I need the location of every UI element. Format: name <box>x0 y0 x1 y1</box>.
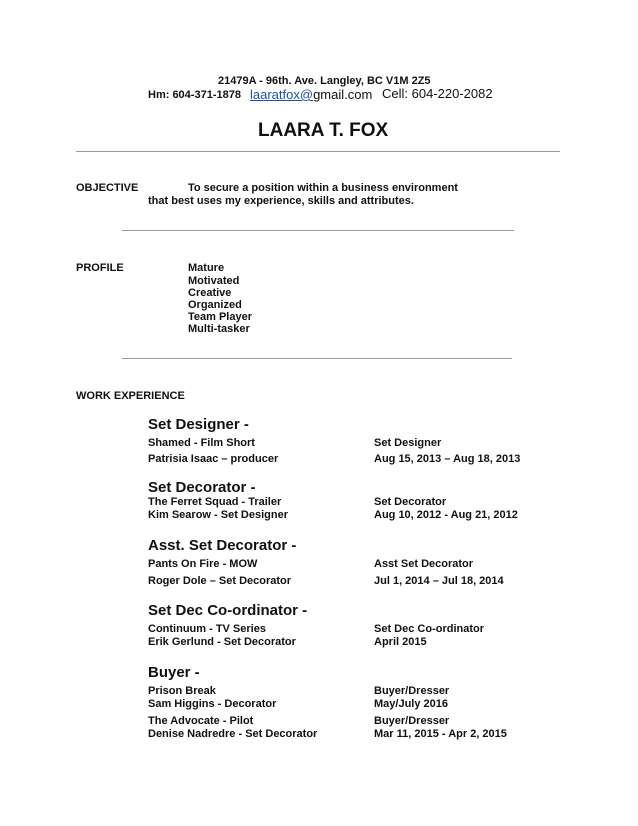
job-contact: Denise Nadredre - Set Decorator <box>148 728 318 740</box>
job-contact: Patrisia Isaac – producer <box>148 453 279 465</box>
address: 21479A - 96th. Ave. Langley, BC V1M 2Z5 <box>218 75 431 87</box>
profile-item: Organized <box>188 299 242 311</box>
objective-line-1: To secure a position within a business environment <box>188 182 458 194</box>
profile-item: Mature <box>188 262 225 274</box>
profile-item: Multi-tasker <box>188 323 250 335</box>
job-project: Shamed - Film Short <box>148 437 255 449</box>
work-experience-label: WORK EXPERIENCE <box>76 390 185 402</box>
job-role: Buyer/Dresser <box>374 685 450 697</box>
email-domain: gmail.com <box>313 87 373 102</box>
objective-line-2: that best uses my experience, skills and attributes. <box>148 195 414 207</box>
profile-item: Creative <box>188 287 232 299</box>
job-title: Set Decorator - <box>148 479 256 496</box>
email-link[interactable]: laaratfox@ <box>250 87 314 102</box>
job-dates: Aug 15, 2013 – Aug 18, 2013 <box>374 453 521 465</box>
job-contact: Erik Gerlund - Set Decorator <box>148 636 296 648</box>
job-project: Prison Break <box>148 685 216 697</box>
job-role: Set Designer <box>374 437 442 449</box>
job-project: Continuum - TV Series <box>148 623 266 635</box>
job-role: Set Dec Co-ordinator <box>374 623 485 635</box>
job-contact: Kim Searow - Set Designer <box>148 509 288 521</box>
job-role: Set Decorator <box>374 496 447 508</box>
job-role: Asst Set Decorator <box>374 558 474 570</box>
job-dates: Aug 10, 2012 - Aug 21, 2012 <box>374 509 518 521</box>
job-title: Set Designer - <box>148 416 249 433</box>
job-contact: Roger Dole – Set Decorator <box>148 575 292 587</box>
job-project: The Advocate - Pilot <box>148 715 254 727</box>
divider <box>76 151 560 152</box>
job-contact: Sam Higgins - Decorator <box>148 698 277 710</box>
job-dates: Jul 1, 2014 – Jul 18, 2014 <box>374 575 504 587</box>
job-project: Pants On Fire - MOW <box>148 558 258 570</box>
email-line <box>250 86 372 104</box>
cell-phone: Cell: 604-220-2082 <box>382 86 493 101</box>
job-dates: April 2015 <box>374 636 427 648</box>
objective-label: OBJECTIVE <box>76 182 139 194</box>
profile-label: PROFILE <box>76 262 124 274</box>
home-phone: Hm: 604-371-1878 <box>148 89 241 101</box>
job-dates: May/July 2016 <box>374 698 448 710</box>
page-title: LAARA T. FOX <box>258 120 389 141</box>
profile-item: Motivated <box>188 275 240 287</box>
job-title: Asst. Set Decorator - <box>148 537 297 554</box>
profile-item: Team Player <box>188 311 253 323</box>
divider <box>122 358 512 359</box>
job-project: The Ferret Squad - Trailer <box>148 496 282 508</box>
job-dates: Mar 11, 2015 - Apr 2, 2015 <box>374 728 507 740</box>
job-title: Buyer - <box>148 664 200 681</box>
divider <box>122 230 514 231</box>
job-title: Set Dec Co-ordinator - <box>148 602 308 619</box>
job-role: Buyer/Dresser <box>374 715 450 727</box>
